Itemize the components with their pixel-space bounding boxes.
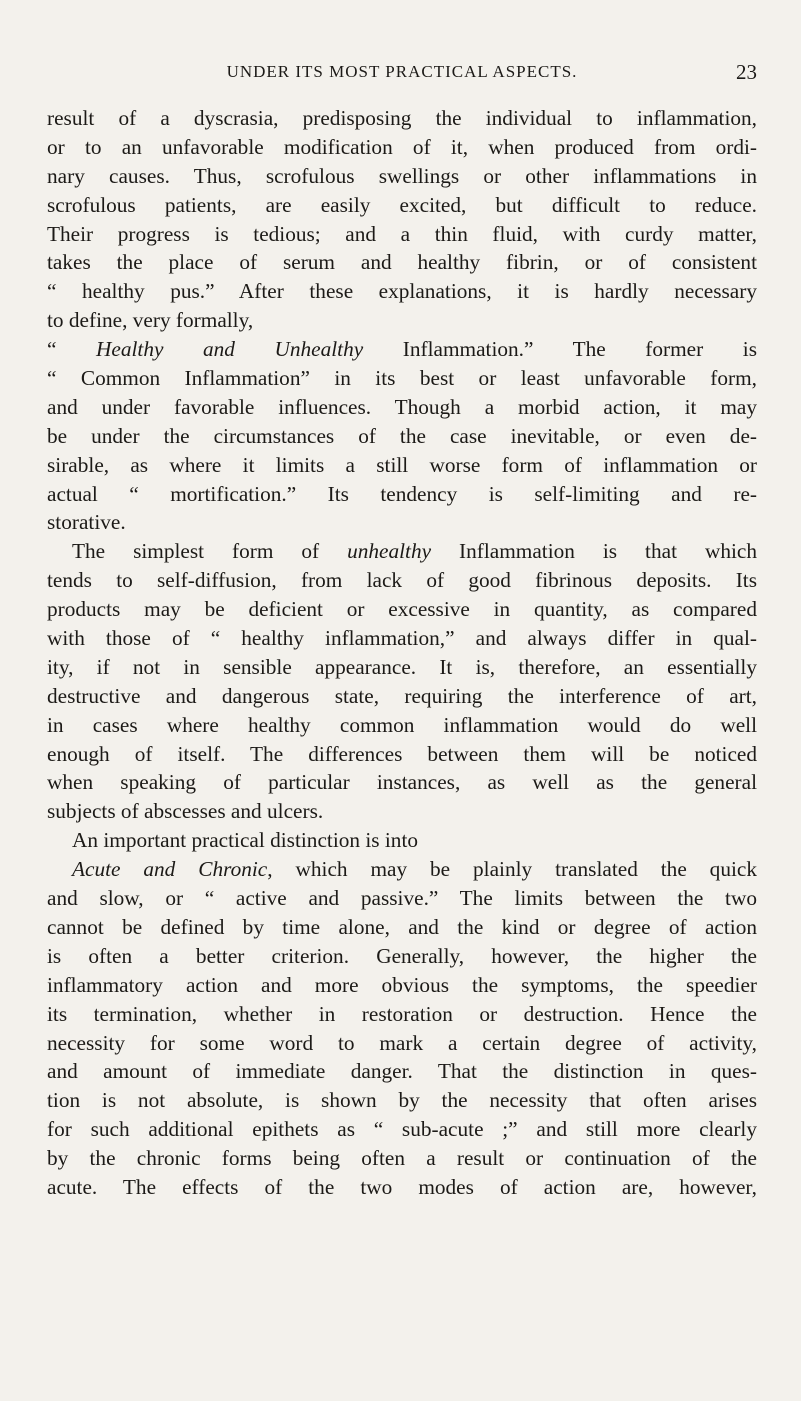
line-fragment: be under the circumstances of the case inevitable, or even de- (47, 423, 757, 448)
line-fragment: inflammatory action and more obvious the symptoms, the speedier (47, 972, 757, 997)
text-line (47, 451, 757, 480)
text-line (47, 855, 757, 884)
text-line (47, 740, 757, 769)
line-fragment: Their progress is tedious; and a thin fluid, with curdy matter, (47, 221, 757, 246)
text-line (47, 537, 757, 566)
text-line (47, 393, 757, 422)
running-head (47, 62, 757, 90)
text-line (47, 162, 757, 191)
text-line (47, 133, 757, 162)
text-line (47, 306, 757, 335)
line-fragment: cannot be defined by time alone, and the kind or degree of action (47, 914, 757, 939)
running-title: UNDER ITS MOST PRACTICAL ASPECTS. (226, 62, 578, 81)
text-line (47, 191, 757, 220)
line-fragment: sirable, as where it limits a still worse form of inflammation or (47, 452, 757, 477)
text-line (47, 364, 757, 393)
text-line (47, 1029, 757, 1058)
italic-term: Healthy and Unhealthy (96, 337, 364, 362)
text-line (47, 971, 757, 1000)
text-line (47, 942, 757, 971)
line-fragment: nary causes. Thus, scrofulous swellings or other inflammations in (47, 163, 757, 188)
line-fragment: destructive and dangerous state, requiring the interference of art, (47, 683, 757, 708)
page-number: 23 (736, 60, 757, 84)
line-fragment: acute. The effects of the two modes of action are, however, (47, 1174, 757, 1199)
text-line (47, 508, 757, 537)
text-line (47, 884, 757, 913)
line-fragment: takes the place of serum and healthy fibrin, or of consistent (47, 250, 757, 275)
text-line (47, 768, 757, 797)
text-line (47, 711, 757, 740)
text-line (47, 422, 757, 451)
text-line (47, 1173, 757, 1202)
line-fragment: The simplest form of (72, 539, 348, 564)
italic-term: unhealthy (347, 539, 432, 564)
text-line (47, 1144, 757, 1173)
text-line (47, 1086, 757, 1115)
text-line (47, 1115, 757, 1144)
text-line (47, 248, 757, 277)
text-line (47, 797, 757, 826)
text-line (47, 595, 757, 624)
text-line (47, 566, 757, 595)
line-fragment: in cases where healthy common inflammation would do well (47, 712, 757, 737)
line-fragment: products may be deficient or excessive in quantity, as compared (47, 597, 757, 622)
line-fragment: actual “ mortification.” Its tendency is self-limiting and re- (47, 481, 757, 506)
line-fragment: its termination, whether in restoration or destruction. Hence the (47, 1001, 757, 1026)
line-fragment: tends to self-diffusion, from lack of good fibrinous deposits. Its (47, 568, 757, 593)
text-line (47, 1000, 757, 1029)
line-fragment: Inflammation.” The former is (363, 337, 757, 362)
italic-term: Acute and Chronic (72, 857, 268, 882)
body-text (47, 104, 757, 1202)
line-fragment: to define, very formally, (47, 308, 254, 333)
line-fragment: enough of itself. The differences between them will be noticed (47, 741, 757, 766)
line-fragment: by the chronic forms being often a result or continuation of the (47, 1146, 757, 1171)
text-line (47, 220, 757, 249)
line-fragment: and slow, or “ active and passive.” The limits between the two (47, 886, 757, 911)
line-fragment: ity, if not in sensible appearance. It is, therefore, an essentially (47, 654, 757, 679)
line-fragment: “ (47, 337, 97, 362)
line-fragment: scrofulous patients, are easily excited, but difficult to reduce. (47, 192, 757, 217)
text-line (47, 913, 757, 942)
text-line (47, 1057, 757, 1086)
line-fragment: “ Common Inflammation” in its best or least unfavorable form, (47, 366, 757, 391)
text-line (47, 682, 757, 711)
text-line (47, 480, 757, 509)
line-fragment: storative. (47, 510, 126, 535)
line-fragment: is often a better criterion. Generally, however, the higher the (47, 943, 757, 968)
line-fragment: An important practical distinction is into (72, 828, 419, 853)
line-fragment: Inflammation is that which (431, 539, 757, 564)
line-fragment: “ healthy pus.” After these explanations, it is hardly necessary (47, 279, 757, 304)
text-line (47, 624, 757, 653)
text-line (47, 335, 757, 364)
line-fragment: and under favorable influences. Though a morbid action, it may (47, 394, 757, 419)
line-fragment: for such additional epithets as “ sub-acute ;” and still more clearly (47, 1117, 757, 1142)
text-line (47, 653, 757, 682)
line-fragment: with those of “ healthy inflammation,” and always differ in qual- (47, 626, 757, 651)
text-line (47, 104, 757, 133)
line-fragment: and amount of immediate danger. That the distinction in ques- (47, 1059, 757, 1084)
line-fragment: or to an unfavorable modification of it, when produced from ordi- (47, 134, 757, 159)
line-fragment: result of a dyscrasia, predisposing the individual to inflammation, (47, 106, 757, 130)
line-fragment: subjects of abscesses and ulcers. (47, 799, 324, 824)
line-fragment: tion is not absolute, is shown by the necessity that often arises (47, 1088, 757, 1113)
text-line (47, 826, 757, 855)
line-fragment: necessity for some word to mark a certain degree of activity, (47, 1030, 757, 1055)
line-fragment: , which may be plainly translated the quick (267, 857, 757, 882)
line-fragment: when speaking of particular instances, as well as the general (47, 770, 757, 795)
text-line (47, 277, 757, 306)
